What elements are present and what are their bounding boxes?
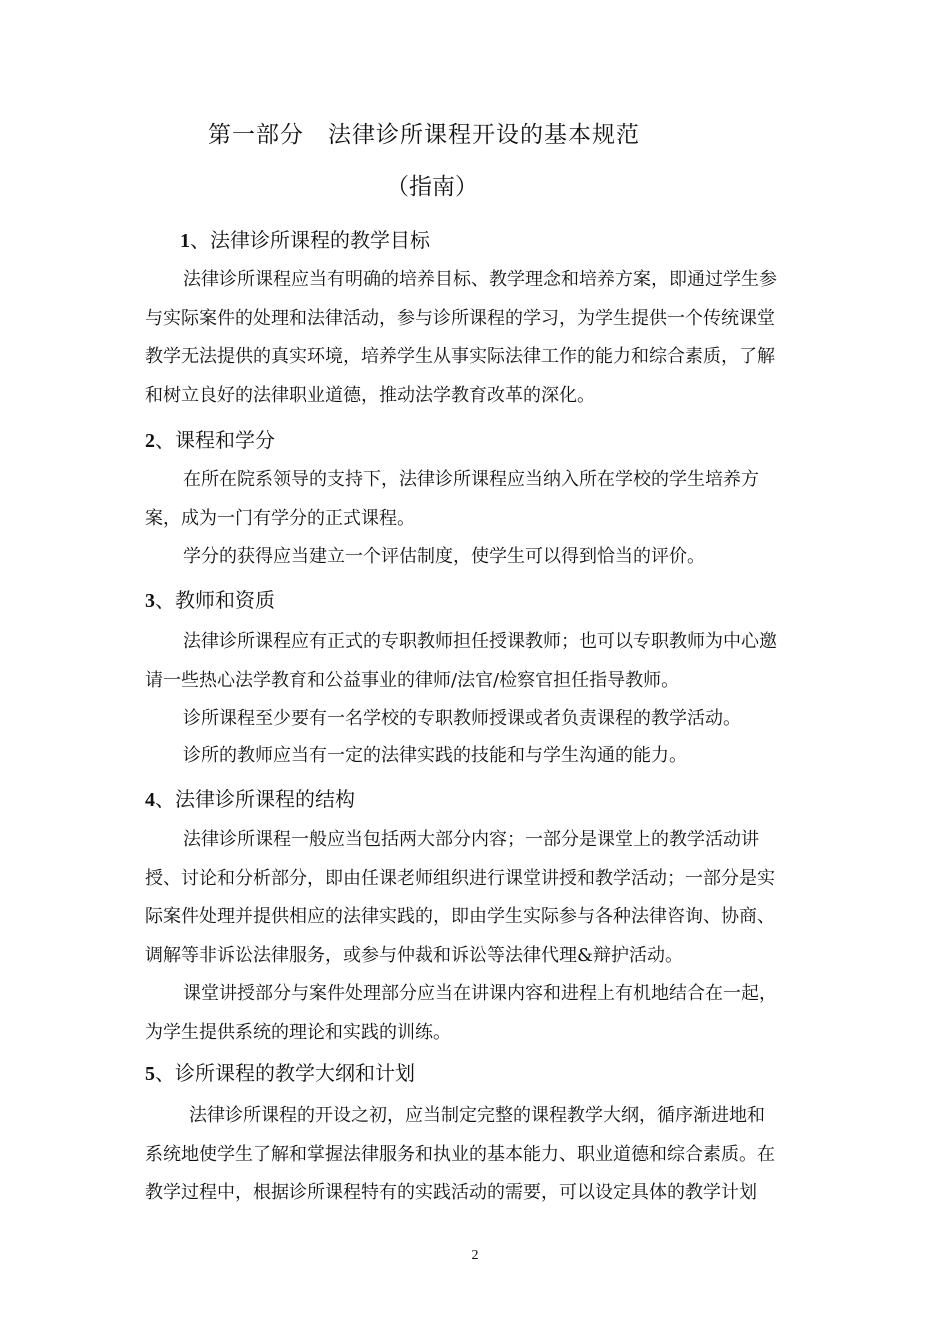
text-line: 系统地使学生了解和掌握法律服务和执业的基本能力、职业道德和综合素质。在 <box>145 1143 775 1165</box>
text-line: 法律诊所课程的开设之初，应当制定完整的课程教学大纲，循序渐进地和 <box>189 1105 765 1126</box>
section-heading-3 <box>145 584 275 613</box>
text-line: 法律诊所课程一般应当包括两大部分内容；一部分是课堂上的教学活动讲 <box>183 829 759 850</box>
text-line: 课堂讲授部分与案件处理部分应当在讲课内容和进程上有机地结合在一起， <box>183 983 777 1004</box>
section-4-paragraph-1 <box>145 821 810 975</box>
text-line: 请一些热心法学教育和公益事业的律师/法官/检察官担任指导教师。 <box>145 669 680 691</box>
text-line: 调解等非诉讼法律服务，或参与仲裁和诉讼等法律代理&辩护活动。 <box>145 944 684 966</box>
section-4-paragraph-2 <box>145 975 810 1052</box>
section-title: 、诊所课程的教学大纲和计划 <box>155 1061 415 1085</box>
text-line: 在所在院系领导的支持下，法律诊所课程应当纳入所在学校的学生培养方 <box>183 469 759 490</box>
text-line: 法律诊所课程应有正式的专职教师担任授课教师；也可以专职教师为中心邀 <box>183 631 777 652</box>
section-number: 5 <box>145 1063 155 1085</box>
text-line: 法律诊所课程应当有明确的培养目标、教学理念和培养方案，即通过学生参 <box>183 269 777 290</box>
page-number: 2 <box>471 1248 479 1263</box>
section-title: 、教师和资质 <box>155 588 275 612</box>
section-heading-5 <box>145 1057 415 1086</box>
section-title: 、课程和学分 <box>155 428 275 452</box>
section-number: 2 <box>145 430 155 452</box>
text-line: 教学过程中，根据诊所课程特有的实践活动的需要，可以设定具体的教学计划 <box>145 1182 757 1203</box>
text-line: 授、讨论和分析部分，即由任课老师组织进行课堂讲授和教学活动；一部分是实 <box>145 867 775 889</box>
section-number: 1 <box>180 230 190 252</box>
text-line: 和树立良好的法律职业道德，推动法学教育改革的深化。 <box>145 384 595 406</box>
text-line: 诊所课程至少要有一名学校的专职教师授课或者负责课程的教学活动。 <box>183 708 741 729</box>
text-line: 案，成为一门有学分的正式课程。 <box>145 507 415 529</box>
section-3-paragraph-2 <box>145 700 810 739</box>
section-3-paragraph-3 <box>145 737 810 776</box>
section-number: 3 <box>145 590 155 612</box>
section-1-paragraph-1 <box>145 261 810 415</box>
page-subtitle: （指南） <box>386 174 478 200</box>
section-2-paragraph-1 <box>145 461 810 538</box>
text-line: 际案件处理并提供相应的法律实践的，即由学生实际参与各种法律咨询、协商、 <box>145 906 775 927</box>
text-line: 与实际案件的处理和法律活动，参与诊所课程的学习，为学生提供一个传统课堂 <box>145 307 775 329</box>
section-5-paragraph-1 <box>145 1097 810 1213</box>
page-title: 第一部分 法律诊所课程开设的基本规范 <box>208 122 640 148</box>
text-line: 学分的获得应当建立一个评估制度，使学生可以得到恰当的评价。 <box>183 546 705 567</box>
text-line: 诊所的教师应当有一定的法律实践的技能和与学生沟通的能力。 <box>183 745 687 766</box>
text-line: 教学无法提供的真实环境，培养学生从事实际法律工作的能力和综合素质，了解 <box>145 346 775 367</box>
section-heading-4 <box>145 783 355 812</box>
section-2-paragraph-2 <box>145 538 810 577</box>
section-heading-1 <box>180 224 430 253</box>
text-line: 为学生提供系统的理论和实践的训练。 <box>145 1021 451 1043</box>
section-title: 、法律诊所课程的结构 <box>155 787 355 811</box>
section-number: 4 <box>145 789 155 811</box>
section-heading-2 <box>145 424 275 453</box>
section-title: 、法律诊所课程的教学目标 <box>190 228 430 252</box>
section-3-paragraph-1 <box>145 623 810 700</box>
